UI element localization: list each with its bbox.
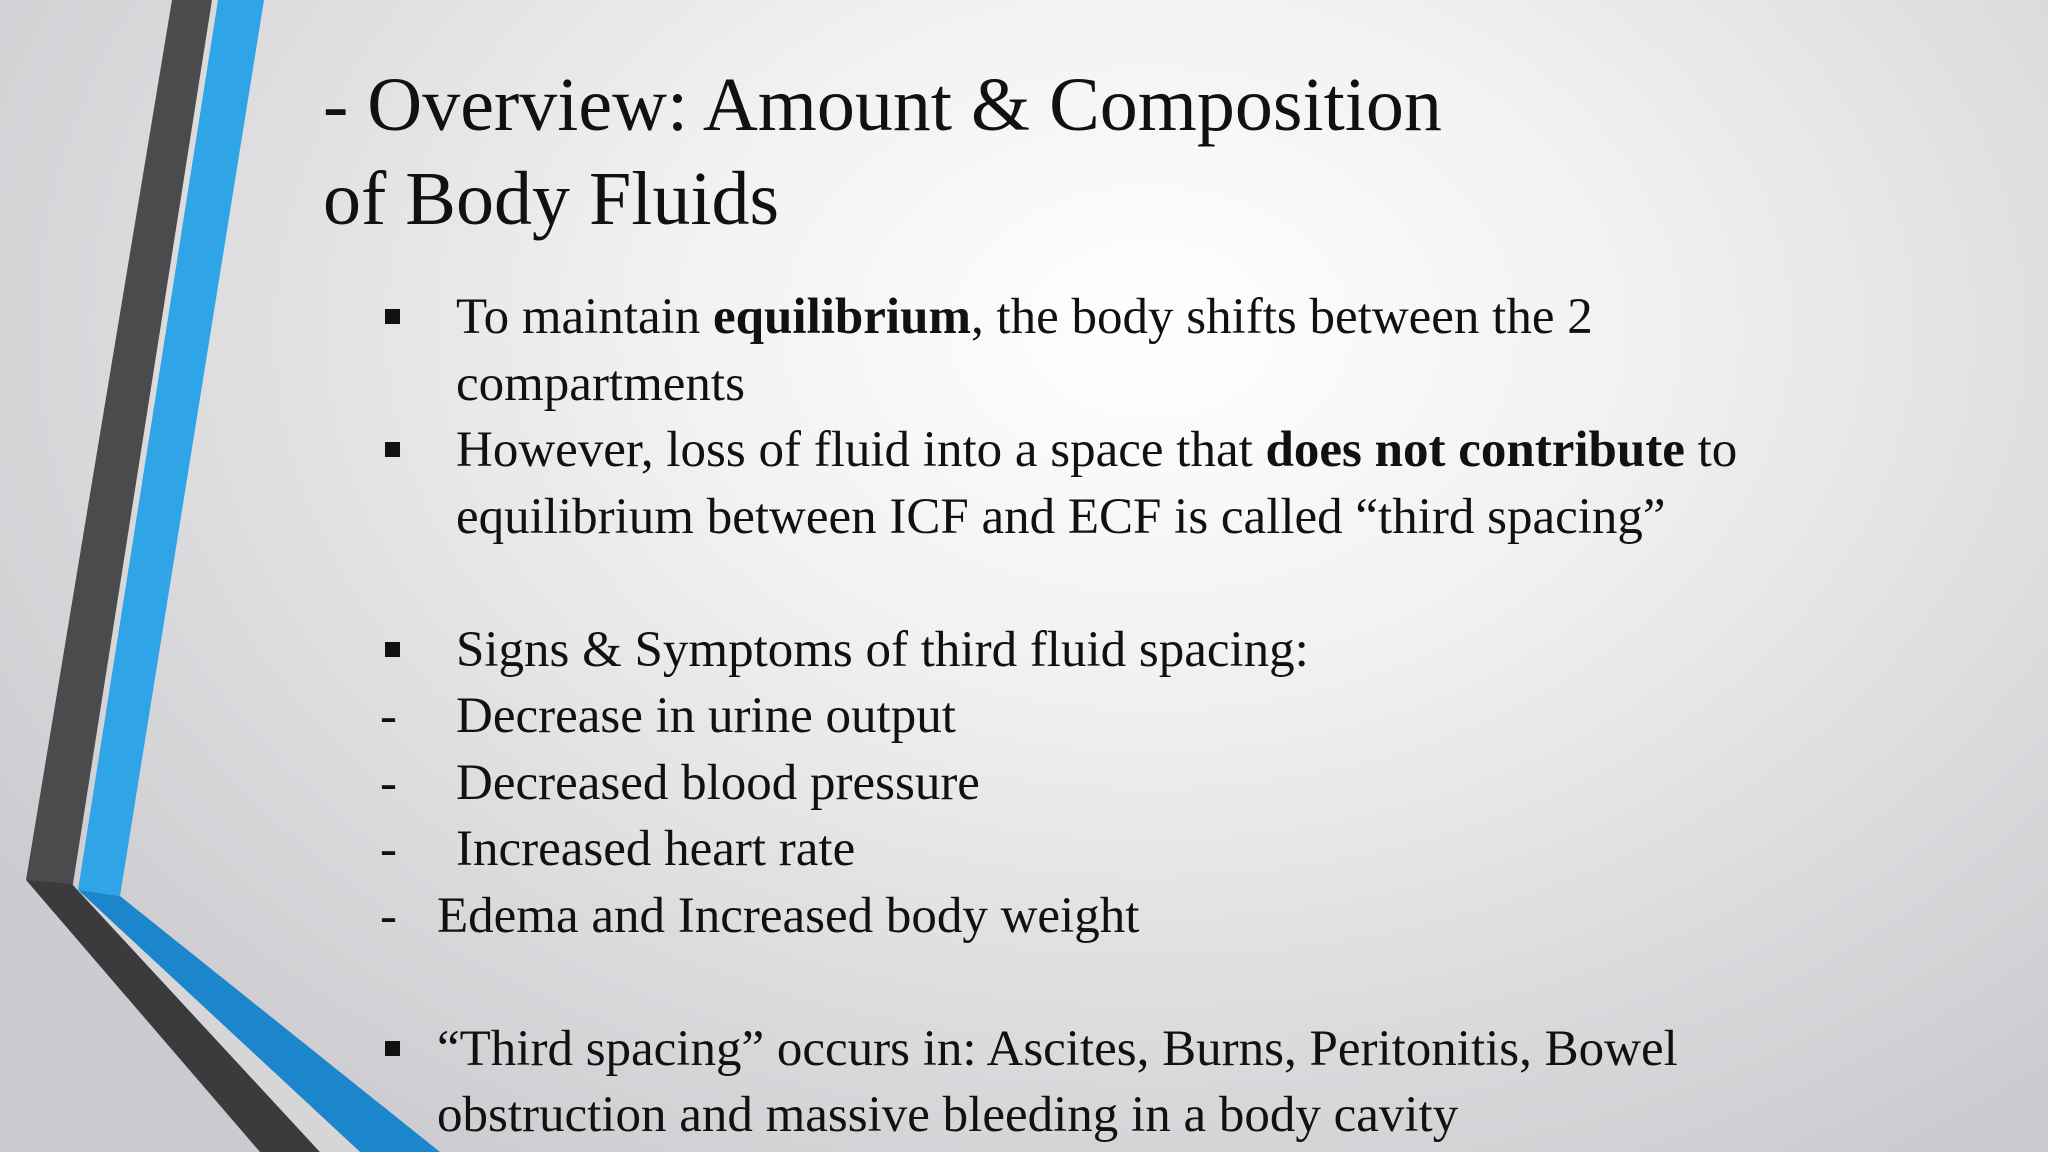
square-bullet-icon [385,442,400,457]
square-bullet-icon [385,642,400,657]
dash-marker: - [380,887,397,944]
spacer [380,949,1980,1016]
dash-item: - Decrease in urine output [380,683,1980,750]
slide-body [380,284,1980,1149]
bullet-text: “Third spacing” occurs in: Ascites, Burns, Peritonitis, Bowel [437,1020,1678,1077]
bullet-continuation: compartments [456,355,745,412]
bullet-item [380,1016,1980,1083]
bold-term: equilibrium [713,289,971,345]
bullet-text: To maintain equilibrium, the body shifts between the 2 [456,289,1593,345]
dash-marker: - [380,754,397,811]
dash-item: - Increased heart rate [380,816,1980,883]
dash-item: - Decreased blood pressure [380,750,1980,817]
bullet-continuation: obstruction and massive bleeding in a body cavity [437,1087,1459,1143]
slide-title [323,58,1923,246]
bold-term: does not contribute [1265,422,1685,478]
spacer [380,550,1980,617]
title-line-1: - Overview: Amount & Composition [323,63,1442,147]
bullet-item [380,284,1980,351]
square-bullet-icon [385,1041,400,1056]
title-line-2: of Body Fluids [323,157,780,241]
bullet-continuation: equilibrium between ICF and ECF is called “third spacing” [456,488,1666,545]
square-bullet-icon [385,309,400,324]
decor-bottom-dark-band [26,880,320,1152]
bullet-item [380,417,1980,484]
bullet-item [380,617,1980,684]
dash-marker: - [380,821,397,877]
dash-marker: - [380,688,397,744]
dash-item: - Edema and Increased body weight [380,883,1980,950]
bullet-text: Signs & Symptoms of third fluid spacing: [456,621,1309,678]
bullet-text: However, loss of fluid into a space that does not contribute to [456,422,1738,478]
